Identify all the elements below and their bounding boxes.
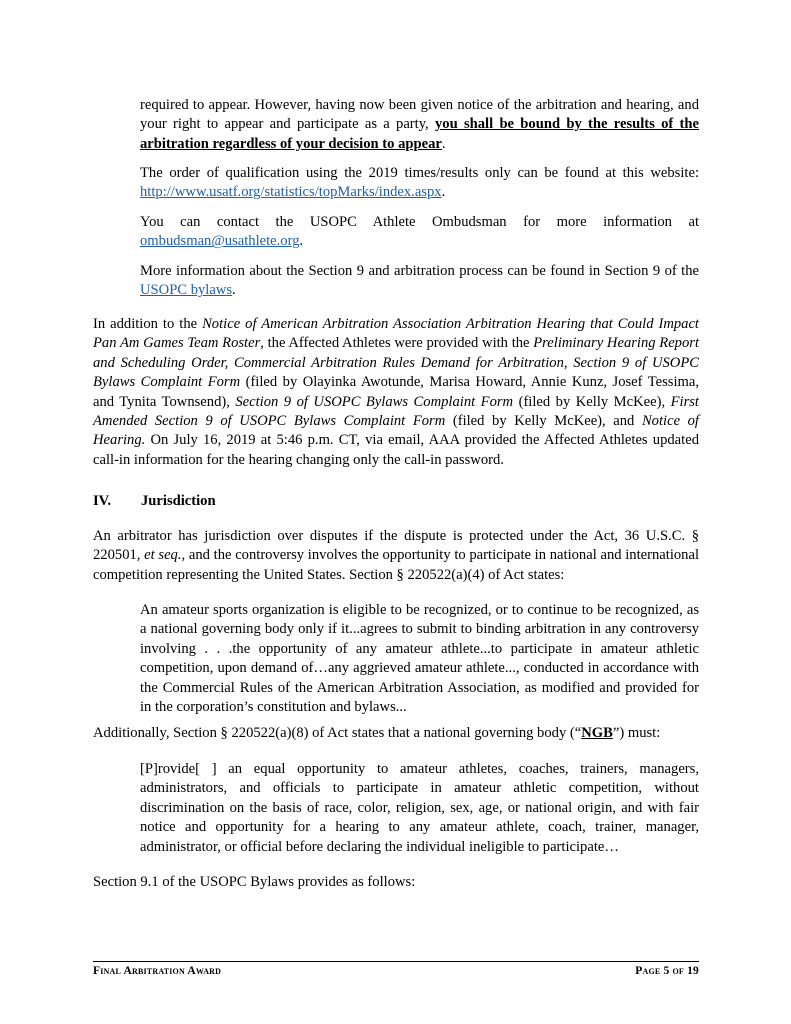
footer-divider xyxy=(93,961,699,962)
paragraph-text: Additionally, Section § 220522(a)(8) of Act states that a national governing body (“ xyxy=(93,725,582,741)
usopc-bylaws-link[interactable]: USOPC bylaws xyxy=(140,282,233,299)
punctuation: . xyxy=(299,233,304,250)
italic-term: et seq. xyxy=(144,547,182,564)
section-number: IV. xyxy=(93,493,111,509)
paragraph-text: , and the controversy involves the opportunity to participate in national and international competition representing the United States. Section § 220522(a)(4) of Act states: xyxy=(93,547,700,583)
section-heading xyxy=(93,492,216,511)
paragraph-text: The order of qualification using the 2019 times/results only can be found at this website: xyxy=(140,165,699,181)
emphasis-bold-underline: you shall be bound by the results of the arbitration regardless of your decision to appear xyxy=(140,116,699,152)
document-title: Notice of Hearing. xyxy=(93,413,699,449)
paragraph-additionally xyxy=(93,724,699,743)
block-quote-statute-8: [P]rovide[ ] an equal opportunity to amateur athletes, coaches, trainers, managers, administrators, and officials to participate in amateur athletic competition, without discrimination on the basis of race, color, religion, sex, age, or national origin, and with fair notice and opportunity for a hearing to any amateur athlete, coach, trainer, manager, administrator, or official before declaring the individual ineligible to participate… xyxy=(140,761,699,855)
paragraph-ombudsman-contact xyxy=(140,213,699,252)
paragraph-continuation xyxy=(140,96,699,154)
ombudsman-email-link[interactable]: ombudsman@usathlete.org xyxy=(140,233,300,250)
section-title: Jurisdiction xyxy=(141,493,216,509)
footer-page-number: Page 5 of 19 xyxy=(635,965,699,977)
paragraph-section-9-1: Section 9.1 of the USOPC Bylaws provides as follows: xyxy=(93,874,416,890)
paragraph-text: You can contact the USOPC Athlete Ombudsman for more information at xyxy=(140,214,699,230)
document-title: Notice of American Arbitration Association Arbitration Hearing that Could Impact Pan Am Games Team Roster xyxy=(93,316,699,352)
paragraph-text: More information about the Section 9 and arbitration process can be found in Section 9 of the xyxy=(140,263,699,279)
paragraph-text: required to appear. However, having now been given notice of the arbitration and hearing, and your right to appear and participate as a party, xyxy=(140,97,699,133)
defined-term-ngb: NGB xyxy=(581,725,613,741)
paragraph-qualification-order xyxy=(140,164,699,203)
paragraph-jurisdiction xyxy=(93,527,699,585)
footer-title: Final Arbitration Award xyxy=(93,965,222,977)
paragraph-text: An arbitrator has jurisdiction over disputes if the dispute is protected under the Act, 36 U.S.C. § 220501, xyxy=(93,528,699,564)
usatf-topmarks-link[interactable]: http://www.usatf.org/statistics/topMarks/index.aspx xyxy=(140,184,442,201)
document-title: Section 9 of USOPC Bylaws Complaint Form xyxy=(235,393,514,410)
punctuation: . xyxy=(232,282,236,299)
punctuation: . xyxy=(441,135,446,152)
paragraph-text: (filed by Olayinka Awotunde, Marisa Howard, Annie Kunz, Josef Tessima, and Tynita Townsend), xyxy=(93,374,699,410)
block-quote-statute-4: An amateur sports organization is eligible to be recognized, or to continue to be recognized, as a national governing body only if it...agrees to submit to binding arbitration in any controversy involving . . .the opportunity of any amateur athlete...to participate in amateur athletic competition, upon demand of…any aggrieved amateur athlete..., conducted in accordance with the Commercial Rules of the American Arbitration Association, as modified and provided for in the corporation’s constitution and bylaws... xyxy=(140,602,699,716)
punctuation: . xyxy=(441,184,446,201)
document-title: Preliminary Hearing Report and Scheduling Order, Commercial Arbitration Rules Demand for Arbitration xyxy=(93,335,699,371)
paragraph-text: In addition to the xyxy=(93,316,203,332)
paragraph-text: , xyxy=(563,354,574,371)
paragraph-text: (filed by Kelly McKee), and xyxy=(445,413,642,430)
paragraph-documents-provided xyxy=(93,315,699,470)
paragraph-text: ”) must: xyxy=(612,725,661,741)
paragraph-text: On July 16, 2019 at 5:46 p.m. CT, via email, AAA provided the Affected Athletes updated call-in information for the hearing changing only the call-in password. xyxy=(93,432,699,468)
document-title: Section 9 of USOPC Bylaws Complaint Form xyxy=(93,354,699,391)
paragraph-more-information xyxy=(140,262,699,301)
document-title: First Amended Section 9 of USOPC Bylaws Complaint Form xyxy=(93,393,699,430)
paragraph-text: (filed by Kelly McKee), xyxy=(513,393,671,410)
paragraph-text: , the Affected Athletes were provided with the xyxy=(260,335,534,352)
